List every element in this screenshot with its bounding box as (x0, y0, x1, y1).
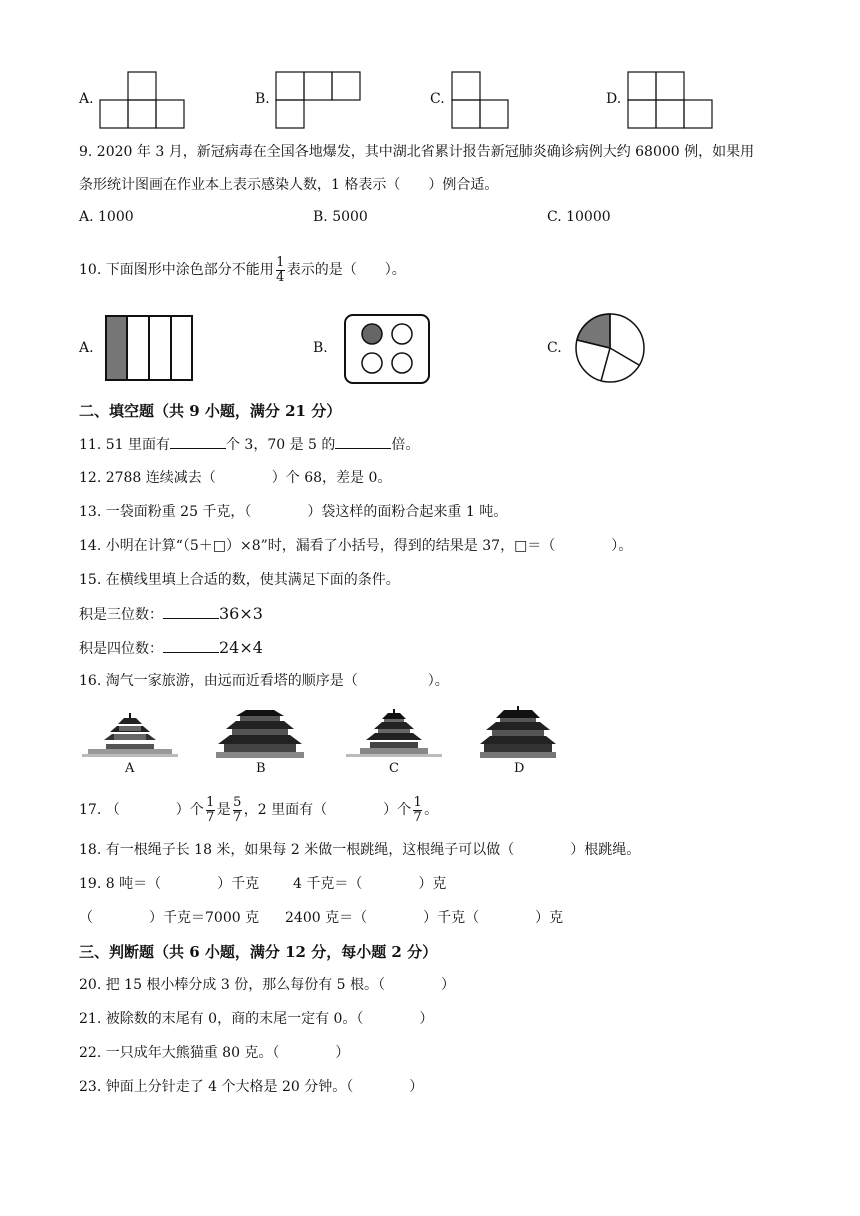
q10-stem-pre: 10. 下面图形中涂色部分不能用 (79, 262, 274, 278)
q15-row2-label: 积是四位数： (79, 641, 163, 657)
q10-option-c-label: C. (547, 340, 562, 356)
q11-blank-2[interactable] (335, 434, 391, 449)
section3-title: 三、判断题（共 6 小题，满分 12 分，每小题 2 分） (79, 943, 438, 961)
q17-fraction-3-numerator: 1 (413, 794, 422, 810)
q15-stem: 15. 在横线里填上合适的数，使其满足下面的条件。 (79, 572, 400, 588)
q10-fraction (276, 256, 285, 285)
q17-fraction-3-denominator: 7 (413, 809, 422, 825)
q8-option-a-figure (100, 72, 184, 128)
q17-fraction-2-numerator: 5 (233, 794, 242, 810)
q8-option-b-label: B. (255, 91, 270, 107)
q15-row2-expression: 24×4 (219, 638, 263, 657)
q9-option-b: B. 5000 (313, 209, 368, 225)
q16-temple-d-image (480, 706, 556, 760)
q17 (79, 790, 438, 830)
q16-label-d: D (514, 761, 525, 776)
q9-stem-line2: 条形统计图画在作业本上表示感染人数，1 格表示（ ）例合适。 (79, 177, 499, 193)
q10-option-a-figure (105, 315, 193, 381)
q17-fraction-2 (233, 796, 242, 825)
q8-option-b-figure (276, 72, 360, 128)
q22: 22. 一只成年大熊猫重 80 克。（ ） (79, 1045, 350, 1061)
q17-part-2: 是 (216, 802, 231, 818)
q15-row2 (79, 638, 263, 659)
q21: 21. 被除数的末尾有 0，商的末尾一定有 0。（ ） (79, 1011, 434, 1027)
q17-part-3: ，2 里面有（ ）个 (243, 802, 412, 818)
q10-option-a-label: A. (79, 340, 94, 356)
q23: 23. 钟面上分针走了 4 个大格是 20 分钟。（ ） (79, 1079, 424, 1095)
q17-part-4: 。 (424, 802, 439, 818)
q8-option-c-label: C. (430, 91, 445, 107)
q10-option-b-label: B. (313, 340, 328, 356)
q11-part-b: 个 3，70 是 5 的 (225, 437, 336, 453)
section2-title: 二、填空题（共 9 小题，满分 21 分） (79, 402, 342, 420)
q15-row2-blank[interactable] (163, 638, 219, 653)
q17-fraction-1-numerator: 1 (206, 794, 215, 810)
q18: 18. 有一根绳子长 18 米，如果每 2 米做一根跳绳，这根绳子可以做（ ）根跳绳。 (79, 842, 641, 858)
q19-line2b: 2400 克＝（ ）千克（ ）克 (285, 910, 564, 926)
q13: 13. 一袋面粉重 25 千克，（ ）袋这样的面粉合起来重 1 吨。 (79, 504, 508, 520)
q10-stem-post: 表示的是（ ）。 (286, 262, 406, 278)
q11-part-a: 11. 51 里面有 (79, 437, 170, 453)
q16-label-a: A (125, 761, 135, 776)
q15-row1-label: 积是三位数： (79, 607, 163, 623)
q19-line1a: 19. 8 吨＝（ ）千克 (79, 876, 260, 892)
q9-option-a: A. 1000 (79, 209, 134, 225)
q11-part-c: 倍。 (391, 437, 420, 453)
q12: 12. 2788 连续减去（ ）个 68，差是 0。 (79, 470, 392, 486)
q15-row1-blank[interactable] (163, 604, 219, 619)
q20: 20. 把 15 根小棒分成 3 份，那么每份有 5 根。（ ） (79, 977, 456, 993)
q17-part-1: 17. （ ）个 (79, 802, 204, 818)
q8-option-d-figure (628, 72, 712, 128)
q19-line1b: 4 千克＝（ ）克 (293, 876, 447, 892)
q15-row1-expression: 36×3 (219, 604, 263, 623)
q16-label-b: B (256, 761, 266, 776)
q14: 14. 小明在计算“（5＋□）×8”时，漏看了小括号，得到的结果是 37，□＝（ ）。 (79, 538, 633, 554)
q10-fraction-numerator: 1 (276, 254, 285, 270)
q17-fraction-1 (206, 796, 215, 825)
q17-fraction-3 (413, 796, 422, 825)
q10-option-b-figure (344, 314, 430, 384)
q11-blank-1[interactable] (170, 434, 226, 449)
q11 (79, 434, 419, 455)
q10-option-c-figure (575, 313, 645, 383)
q8-option-d-label: D. (606, 91, 622, 107)
q10-stem (79, 252, 406, 288)
q16-stem: 16. 淘气一家旅游，由远而近看塔的顺序是（ ）。 (79, 673, 449, 689)
q17-fraction-2-denominator: 7 (233, 809, 242, 825)
q9-stem-line1: 9. 2020 年 3 月，新冠病毒在全国各地爆发，其中湖北省累计报告新冠肺炎确诊病例大约 68000 例，如果用 (79, 144, 755, 160)
q9-option-c: C. 10000 (547, 209, 611, 225)
q8-option-a-label: A. (79, 91, 94, 107)
q19-line2a: （ ）千克＝7000 克 (79, 910, 260, 926)
q15-row1 (79, 604, 263, 625)
q8-option-c-figure (452, 72, 508, 128)
q16-temple-a-image (82, 708, 178, 760)
q10-fraction-denominator: 4 (276, 269, 285, 285)
q16-temple-b-image (216, 708, 304, 760)
q16-label-c: C (389, 761, 399, 776)
q16-temple-c-image (346, 708, 442, 760)
q17-fraction-1-denominator: 7 (206, 809, 215, 825)
